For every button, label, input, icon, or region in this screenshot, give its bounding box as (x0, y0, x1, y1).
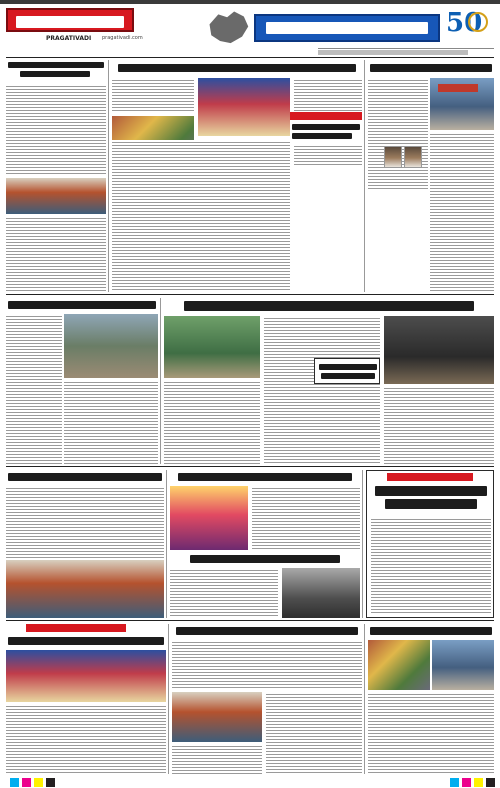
story-school-teacher-photo (430, 78, 494, 130)
story-simlipal-photo-2 (384, 316, 494, 384)
story-vaccination-headline (368, 624, 494, 638)
magenta-swatch (462, 778, 471, 787)
cyan-swatch (450, 778, 459, 787)
story-basanti-durga-headline (170, 470, 360, 484)
cyan-swatch (10, 778, 19, 787)
story-school-meal (366, 470, 494, 618)
story-youth-india-photo (6, 560, 164, 618)
story-school-teacher-headline (368, 60, 494, 76)
anniversary-ring-icon (468, 12, 488, 32)
story-tribal-camp (112, 60, 362, 292)
story-top-left-text-2 (6, 216, 106, 292)
masthead (6, 8, 494, 48)
column-divider (364, 60, 365, 292)
story-health-camp-headline (6, 634, 166, 648)
story-mnrega (172, 624, 362, 774)
story-school-teacher-text-1 (368, 78, 428, 190)
color-registration-bar (0, 778, 500, 788)
story-election-prep-kicker (290, 112, 362, 120)
story-simlipal-text-2 (264, 316, 380, 464)
story-health-camp-photo (6, 650, 166, 702)
black-swatch (46, 778, 55, 787)
story-election-prep-headline (290, 122, 362, 146)
story-simlipal-photo-1 (164, 316, 260, 378)
district-banner-title (266, 22, 428, 34)
story-truck-fire (170, 552, 360, 618)
column-divider (362, 470, 363, 618)
column-divider (168, 624, 169, 774)
story-vaccination-photo-2 (432, 640, 494, 690)
story-vaccination-text (368, 692, 494, 774)
story-simlipal-text-1 (164, 380, 260, 464)
newspaper-logo (6, 8, 134, 32)
column-divider (108, 60, 109, 292)
story-top-left (6, 60, 106, 292)
column-divider (364, 624, 365, 774)
story-school-meal-headline (371, 483, 491, 513)
story-top-left-photo (6, 178, 106, 214)
date-line-text (318, 50, 468, 55)
black-swatch (486, 778, 495, 787)
story-killing-case-headline (6, 298, 158, 312)
story-tribal-camp-text-3 (112, 140, 290, 292)
yellow-swatch (474, 778, 483, 787)
story-election-prep (290, 112, 362, 148)
masthead-rule (6, 57, 494, 58)
story-truck-fire-photo (282, 568, 360, 618)
story-simlipal-poaching (164, 298, 494, 464)
story-basanti-durga (170, 470, 360, 550)
person-photo (404, 146, 422, 168)
anniversary-number: 50 (446, 8, 483, 38)
story-simlipal-subhead (317, 361, 379, 383)
top-strip (0, 0, 500, 4)
story-youth-india-headline (6, 470, 164, 484)
story-killing-case-text (6, 314, 62, 464)
story-killing-case (6, 298, 158, 464)
logo-title (16, 16, 124, 28)
story-basanti-durga-text (252, 486, 360, 550)
story-mnrega-text (172, 640, 362, 690)
yellow-swatch (34, 778, 43, 787)
story-school-meal-text (371, 517, 491, 615)
story-health-camp-text (6, 704, 166, 774)
story-mnrega-text-3 (172, 744, 262, 774)
column-divider (160, 298, 161, 464)
story-killing-case-photo (64, 314, 158, 378)
press-meet-banner (438, 84, 478, 92)
story-tribal-camp-text-1 (112, 78, 194, 112)
story-school-teacher (368, 60, 494, 292)
story-tribal-camp-photo-1 (198, 78, 290, 136)
dateline (318, 48, 494, 56)
row-rule (6, 466, 494, 467)
story-health-camp (6, 624, 166, 774)
story-truck-fire-headline (170, 552, 360, 566)
column-divider (166, 470, 167, 618)
district-banner (254, 14, 440, 42)
magenta-swatch (22, 778, 31, 787)
logo-romanized-name: PRAGATIVADI (46, 35, 92, 42)
story-simlipal-text-3 (384, 386, 494, 464)
story-top-left-text-1 (6, 84, 106, 176)
story-mnrega-photo (172, 692, 262, 742)
story-school-teacher-text-2 (430, 132, 494, 292)
person-photo (384, 146, 402, 168)
story-mnrega-headline (172, 624, 362, 638)
story-school-meal-kicker (387, 473, 473, 481)
story-simlipal-subhead-box (314, 358, 380, 384)
row-rule (6, 620, 494, 621)
story-truck-fire-text (170, 568, 278, 618)
story-basanti-durga-photo (170, 486, 248, 550)
story-mnrega-text-2 (266, 692, 362, 774)
district-map-icon (206, 10, 250, 46)
story-youth-india (6, 470, 164, 618)
row-rule (6, 294, 494, 295)
anniversary-emblem (446, 8, 494, 46)
story-simlipal-poaching-headline (164, 298, 494, 314)
story-top-left-headline (6, 60, 106, 80)
story-health-camp-kicker (26, 624, 126, 632)
story-vaccination-photo-1 (368, 640, 430, 690)
story-killing-case-text-2 (64, 380, 158, 464)
story-youth-india-text (6, 486, 164, 558)
story-vaccination (368, 624, 494, 774)
website-label: pragativadi.com (102, 35, 143, 41)
story-tribal-camp-headline (112, 60, 362, 76)
